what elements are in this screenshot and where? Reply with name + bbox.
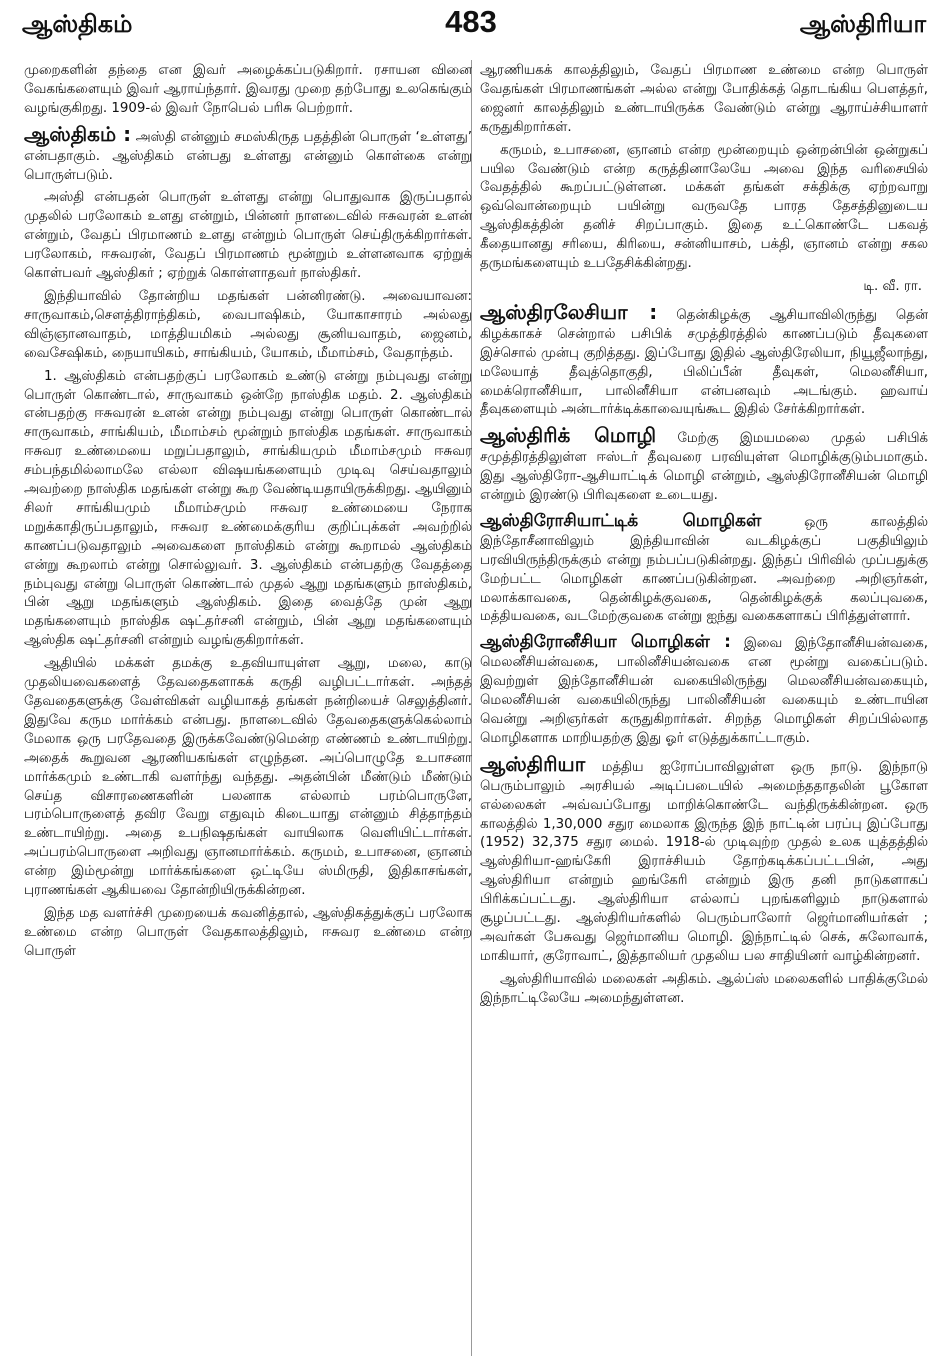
continued-paragraph: ஆரணியகக் காலத்திலும், வேதப் பிரமாண உண்மை என்ற பொருள் வேதங்கள் பிரமாணங்கள் அல்ல என்று போதிக்கத் தொடங்கிய பௌத்தர், ஜைனர் காலத்திலும் உண்டாயிருக்க வேண்டும் என்று ஆராய்ச்சியாளர் கருதுகிறார்கள்.: [480, 63, 928, 135]
entry-text: தென்கிழக்கு ஆசியாவிலிருந்து தென் கிழக்காகச் சென்றால் பசிபிக் சமுத்திரத்தில் காணப்படும் தீவுகளை இச்சொல் முன்பு குறித்தது. இப்போது இதில் ஆஸ்திரேலியா, நியூஜீலாந்து, மலேயாத் தீவுத்தொகுதி, பிலிப்பீன் தீவுகள், மெலனீசியா, மைக்ரொனீசியா, பாலினீசியா என்பனவும் அடங்கும். ஹவாய் தீவுகளையும் அன்டார்க்டிக்காவையுங்கூட இதில் சேர்க்கிறார்கள்.: [480, 307, 928, 418]
page-header: [0, 0, 942, 44]
entry-austric-language: [480, 423, 928, 506]
entry-paragraph: ஆதியில் மக்கள் தமக்கு உதவியாயுள்ள ஆறு, மலை, காடு முதலியவைகளைத் தேவதைகளாகக் கருதி வழிபட்டார்கள். அந்தத் தேவதைகளுக்கு வேள்விகள் வழியாகத் தங்கள் நன்றியைச் செலுத்தினர். இதுவே கரும மார்க்கம் என்பது. நாளடைவில் தேவதைகளுக்கெல்லாம் மேலாக ஒரு பரதேவதை இருக்கவேண்டுமென்ற எண்ணம் உண்டாயிற்று. அதைக் கூறுவன ஆரணியகங்கள் எழுந்தன. அப்பொழுதே உபாசனா மார்க்கமும் உண்டாகி வளர்ந்து வந்தது. அதன்பின் மீண்டும் மீண்டும் செய்த விசாரணைகளின் பலனாக எல்லாம் பரம்பொருளே, பரம்பொருளைத் தவிர வேறு எதுவும் கிடையாது என்னும் சித்தாந்தம் உண்டாயிற்று. அதை உபநிஷதங்கள் வாயிலாக வெளியிட்டார்கள். அப்பரம்பொருளை அறிவது ஞானமார்க்கம். கருமம், உபாசனை, ஞானம் என்ற இம்மூன்று மார்க்கங்களை ஒட்டியே ஸ்மிருதி, இதிகாசங்கள், புராணங்கள் ஆகியவை தோன்றியிருக்கின்றன.: [24, 656, 472, 899]
entry-astikam: [24, 121, 472, 962]
entry-paragraph: கருமம், உபாசனை, ஞானம் என்ற மூன்றையும் ஒன்றன்பின் ஒன்றுகப் பயில வேண்டும் என்ற கருத்தினாலேயே அவை இந்த வரிசையில் வேதத்தில் கூறப்பட்டுள்ளன. மக்கள் தங்கள் சக்திக்கு ஏற்றவாறு ஒவ்வொன்றையும் பயின்று வருவதே பாரத தேசத்தினுடைய ஆஸ்திகத்தின் தனிச் சிறப்பாகும். இதை உட்கொண்டே பகவத் கீதையானது சரியை, கிரியை, சன்னியாசம், பக்தி, ஞானம் என்று சகல தருமங்களையும் உபதேசிக்கின்றது.: [480, 142, 928, 272]
entry-headword: ஆஸ்திரோனீசியா மொழிகள் :: [480, 632, 731, 653]
entry-paragraph: இந்தியாவில் தோன்றிய மதங்கள் பன்னிரண்டு. அவையாவன: சாருவாகம்,சௌத்திராந்திகம், வைபாஷிகம், யோகாசாரம் அல்லது விஞ்ஞானவாதம், மாத்தியமிகம் அல்லது சூனியவாதம், ஜைனம், வைசேஷிகம், நையாயிகம், சாங்கியம், யோகம், மீமாம்சம், வேதாந்தம்.: [24, 288, 472, 361]
entry-headword: ஆஸ்திரோசியாட்டிக் மொழிகள்: [480, 510, 762, 531]
entry-text: மேற்கு இமயமலை முதல் பசிபிக் சமுத்திரத்திலுள்ள ஈஸ்டர் தீவுவரை பரவியுள்ள மொழிக்குடும்பமாகும். இது ஆஸ்திரோ-ஆசியாட்டிக் மொழி என்றும், ஆஸ்திரோனீசியன் மொழி என்றும் இரண்டு பிரிவுகளை உடையது.: [480, 431, 928, 504]
running-head-right: ஆஸ்திரியா: [799, 10, 926, 38]
entry-text: இவை இந்தோனீசியன்வகை, மெலனீசியன்வகை, பாலினீசியன்வகை என மூன்று வகைப்படும். இவற்றுள் இந்தோனீசியன் வகையிலிருந்து மெலனீசியன்வகையும், மெலனீசியன் வகையிலிருந்து பாலினீசியன் வகையும் உண்டாயின வென்று அறிஞர்கள் கருதுகிறார்கள். சிறந்த மொழிகள் சிறப்பில்லாத மொழிகளாக மாறியதற்கு இது ஓர் எடுத்துக்காட்டாகும்.: [480, 636, 928, 746]
entry-paragraph: 1. ஆஸ்திகம் என்பதற்குப் பரலோகம் உண்டு என்று நம்புவது என்று பொருள் கொண்டால், சாருவாகம் ஒன்றே நாஸ்திக மதம். 2. ஆஸ்திகம் என்பதற்கு ஈசுவரன் உளன் என்று நம்புவது என்று பொருள் கொண்டால் சாருவாகம், சாங்கியம், மீமாம்சம் மூன்றும் நாஸ்திக மதங்கள். சாருவாகம் ஈசுவர உண்மையை மறுப்பதாலும், சாங்கியமும் மீமாம்சமும் ஈசுவர சம்பந்தமில்லாமலே எல்லா விஷயங்களையும் முடிவு செய்வதாலும் அவற்றை நாஸ்திக மதங்கள் என்று கூற வேண்டியதாயிருக்கிறது. ஆயினும் சிலர் சாங்கியமும் மீமாம்சமும் ஈசுவர உண்மையை நேராக மறுக்காதிருப்பதாலும், ஈசுவர உண்மைக்குரிய குறிப்புக்கள் அவற்றில் காணப்படுவதாலும் அவைகளை நாஸ்திகம் என்று கூறாமல் ஆஸ்திகம் என்று கூறலாம் என்று சொல்லுவர். 3. ஆஸ்திகம் என்பதற்கு வேதத்தை நம்புவது என்று பொருள் கொண்டால் முதல் ஆறு மதங்களும் நாஸ்திகம், பின் ஆறு மதங்களும் ஆஸ்திகம். இதை வைத்தே முன் ஆறு மதங்களையும் நாஸ்திக ஷட்தர்சனி என்றும், பின் ஆறு மதங்களையும் ஆஸ்திக ஷட்தர்சனி என்றும் வழங்குகிறார்கள்.: [24, 368, 472, 649]
entry-paragraph: இந்த மத வளர்ச்சி முறையைக் கவனித்தால், ஆஸ்திகத்துக்குப் பரலோக உண்மை என்ற பொருள் வேதகாலத்திலும், ஈசுவர உண்மை என்ற பொருள்: [24, 905, 472, 959]
left-column: [24, 62, 472, 1358]
entry-australasia: [480, 299, 928, 420]
entry-austroasiatic-languages: [480, 512, 928, 627]
entry-paragraph: ஆஸ்திரியாவில் மலைகள் அதிகம். ஆல்ப்ஸ் மலைகளில் பாதிக்குமேல் இந்நாட்டிலேயே அமைந்துள்ளன.: [480, 971, 928, 1006]
right-column: [480, 62, 928, 1358]
author-signature: டி. வீ. ரா.: [863, 278, 922, 294]
entry-headword: ஆஸ்திகம் :: [24, 121, 132, 146]
entry-austronesian-languages: [480, 633, 928, 748]
entry-text: மத்திய ஐரோப்பாவிலுள்ள ஒரு நாடு. இந்நாடு பெரும்பாலும் அரசியல் அடிப்படையில் அமைந்ததாதலின் பூகோள எல்லைகள் அவ்வப்போது மாறிக்கொண்டே வந்திருக்கின்றன. ஒரு காலத்தில் 1,30,000 சதுர மைலாக இருந்த இந் நாட்டின் பரப்பு இப்போது (1952) 32,375 சதுர மைல். 1918-ல் முடிவுற்ற முதல் உலக யுத்தத்தில் ஆஸ்திரியா-ஹங்கேரி இராச்சியம் தோற்கடிக்கப்பட்டபின், அது ஆஸ்திரியா என்றும் ஹங்கேரி என்றும் இரு தனி நாடுகளாகப் பிரிக்கப்பட்டது. ஆஸ்திரியா எல்லாப் புறங்களிலும் நாடுகளால் சூழப்பட்டது. ஆஸ்திரியர்களில் பெரும்பாலோர் ஜெர்மானியர்கள் ; அவர்கள் பேசுவது ஜெர்மானிய மொழி. இந்நாட்டில் செக், சுலோவாக், மாகியார், குரோவாட், இத்தாலியர் முதலிய பல சாதியினர் வாழ்கின்றனர்.: [480, 759, 928, 964]
entry-headword: ஆஸ்திரிக் மொழி: [480, 423, 657, 448]
entry-austria: [480, 751, 928, 1009]
entry-text: ஒரு காலத்தில் இந்தோசீனாவிலும் இந்தியாவின் வடகிழக்குப் பகுதியிலும் பரவியிருந்திருக்கும் என்று நம்பப்படுகின்றது. இந்தப் பிரிவில் முப்பதுக்கு மேற்பட்ட மொழிகள் காணப்படுகின்றன. அவற்றை அறிஞர்கள், மலாக்காவகை, தென்கிழக்குவகை, தென்கிழக்குக் கலப்புவகை, மத்தியவகை, வடமேற்குவகை என்று ஐந்து வகைகளாகப் பிரித்துள்ளார்.: [480, 514, 928, 625]
page-number: 483: [445, 4, 497, 39]
entry-text: அஸ்தி என்னும் சமஸ்கிருத பதத்தின் பொருள் ‘உள்ளது’ என்பதாகும். ஆஸ்திகம் என்பது உள்ளது என்னும் கொள்கை என்று பொருள்படும்.: [24, 129, 472, 183]
continued-paragraph: முறைகளின் தந்தை என இவர் அழைக்கப்படுகிறார். ரசாயன வினை வேகங்களையும் இவர் ஆராய்ந்தார். இவரது முறை தற்போது உலகெங்கும் வழங்குகிறது. 1909-ல் இவர் நோபெல் பரிசு பெற்றார்.: [24, 63, 472, 116]
entry-headword: ஆஸ்திரியா: [480, 751, 586, 776]
entry-headword: ஆஸ்திரலேசியா :: [480, 299, 658, 324]
entry-paragraph: அஸ்தி என்பதன் பொருள் உள்ளது என்று பொதுவாக இருப்பதால் முதலில் பரலோகம் உளது என்றும், பின்னர் நாளடைவில் ஈசுவரன் உளன் என்றும், வேதப் பிரமாணம் உளது என்றும் பொருள் செய்திருக்கிறார்கள். பரலோகம், ஈசுவரன், வேதப் பிரமாணம் மூன்றும் உள்ளனவாக ஏற்றுக் கொள்பவர் ஆஸ்திகர் ; ஏற்றுக் கொள்ளாதவர் நாஸ்திகர்.: [24, 190, 472, 282]
running-head-left: ஆஸ்திகம்: [22, 10, 133, 38]
